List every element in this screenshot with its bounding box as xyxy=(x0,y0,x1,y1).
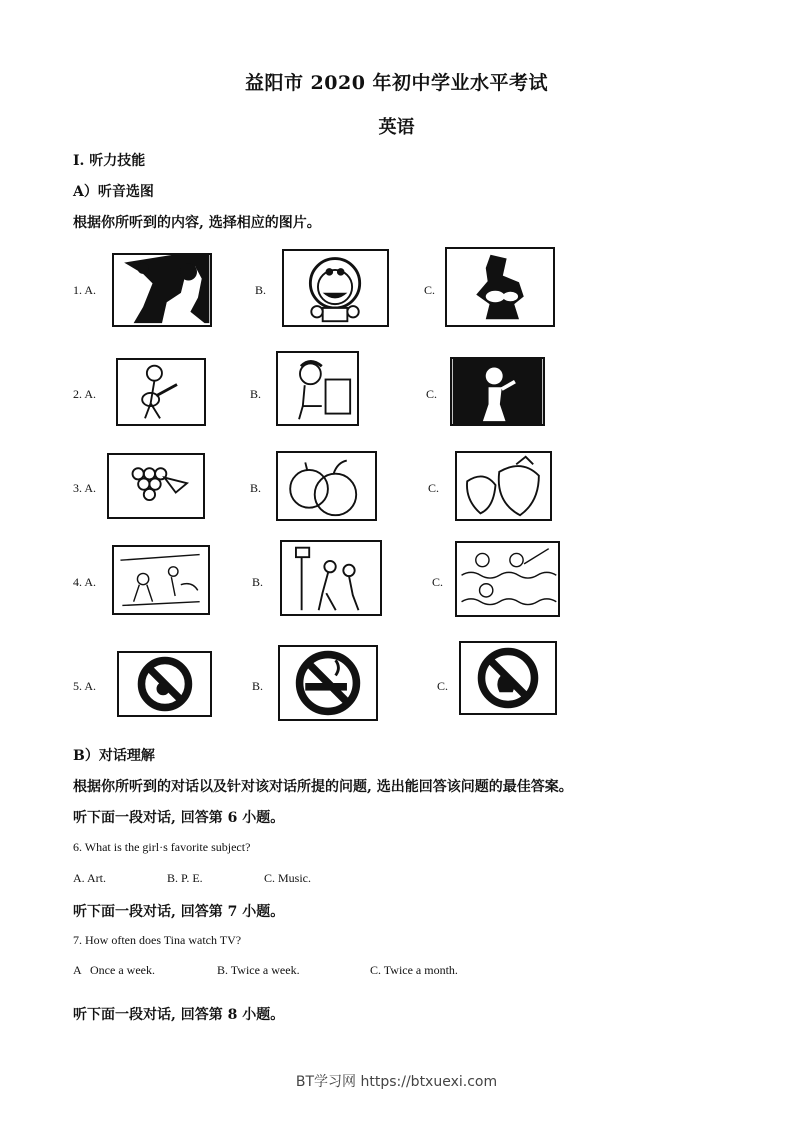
q3-option-b-label: B. xyxy=(250,481,262,495)
q2-option-c-label: C. xyxy=(426,387,438,401)
prompt-q7: 听下面一段对话, 回答第 7 小题。 xyxy=(73,904,285,920)
q2-option-b-label: B. xyxy=(250,387,262,401)
footer-watermark: BT学习网 https://btxuexi.com xyxy=(295,1074,498,1090)
donald-duck-picture[interactable] xyxy=(445,247,555,327)
q5-option-b-label: B. xyxy=(252,679,264,693)
section-heading: Ⅰ. 听力技能 xyxy=(73,153,146,169)
strawberries-picture[interactable] xyxy=(455,451,552,521)
q1-option-a-label: 1. A. xyxy=(73,283,97,297)
q3-option-c-label: C. xyxy=(428,481,440,495)
basketball-game-picture[interactable] xyxy=(280,540,382,616)
guitar-player-picture[interactable] xyxy=(116,358,206,426)
violin-silhouette-picture[interactable] xyxy=(450,357,545,426)
q7-option-b[interactable]: B. Twice a week. xyxy=(217,963,300,977)
prompt-q6: 听下面一段对话, 回答第 6 小题。 xyxy=(73,810,285,826)
q6-option-c[interactable]: C. Music. xyxy=(264,871,312,885)
q5-option-a-label: 5. A. xyxy=(73,679,97,693)
q5-option-c-label: C. xyxy=(437,679,449,693)
part-a-instruction: 根据你所听到的内容, 选择相应的图片。 xyxy=(73,215,321,231)
part-b-heading: B）对话理解 xyxy=(73,748,155,764)
q4-option-b-label: B. xyxy=(252,575,264,589)
q7-option-c[interactable]: C. Twice a month. xyxy=(370,963,458,977)
subject-title: 英语 xyxy=(378,117,415,138)
exam-title: 益阳市 2020 年初中学业水平考试 xyxy=(244,72,549,94)
q4-option-c-label: C. xyxy=(432,575,444,589)
doraemon-picture[interactable] xyxy=(282,249,389,327)
no-smoking-sign-picture[interactable] xyxy=(278,645,378,721)
swimming-picture[interactable] xyxy=(455,541,560,617)
question-6: 6. What is the girl·s favorite subject? xyxy=(73,840,251,854)
q1-option-b-label: B. xyxy=(255,283,267,297)
q2-option-a-label: 2. A. xyxy=(73,387,97,401)
q1-option-c-label: C. xyxy=(424,283,436,297)
outdoor-scene-picture[interactable] xyxy=(112,545,210,615)
grapes-picture[interactable] xyxy=(107,453,205,519)
q7-option-a[interactable]: A Once a week. xyxy=(73,963,155,977)
q4-option-a-label: 4. A. xyxy=(73,575,97,589)
question-7: 7. How often does Tina watch TV? xyxy=(73,933,242,947)
part-b-instruction: 根据你所听到的对话以及针对该对话所提的问题, 选出能回答该问题的最佳答案。 xyxy=(73,779,573,795)
piano-player-picture[interactable] xyxy=(276,351,359,426)
apples-picture[interactable] xyxy=(276,451,377,521)
q6-option-a[interactable]: A. Art. xyxy=(73,871,106,885)
no-photos-sign-picture[interactable] xyxy=(117,651,212,717)
q6-option-b[interactable]: B. P. E. xyxy=(167,871,203,885)
q3-option-a-label: 3. A. xyxy=(73,481,97,495)
part-a-heading: A）听音选图 xyxy=(73,184,154,200)
no-fire-sign-picture[interactable] xyxy=(459,641,557,715)
dancing-figure-picture[interactable] xyxy=(112,253,212,327)
prompt-q8: 听下面一段对话, 回答第 8 小题。 xyxy=(73,1007,285,1023)
